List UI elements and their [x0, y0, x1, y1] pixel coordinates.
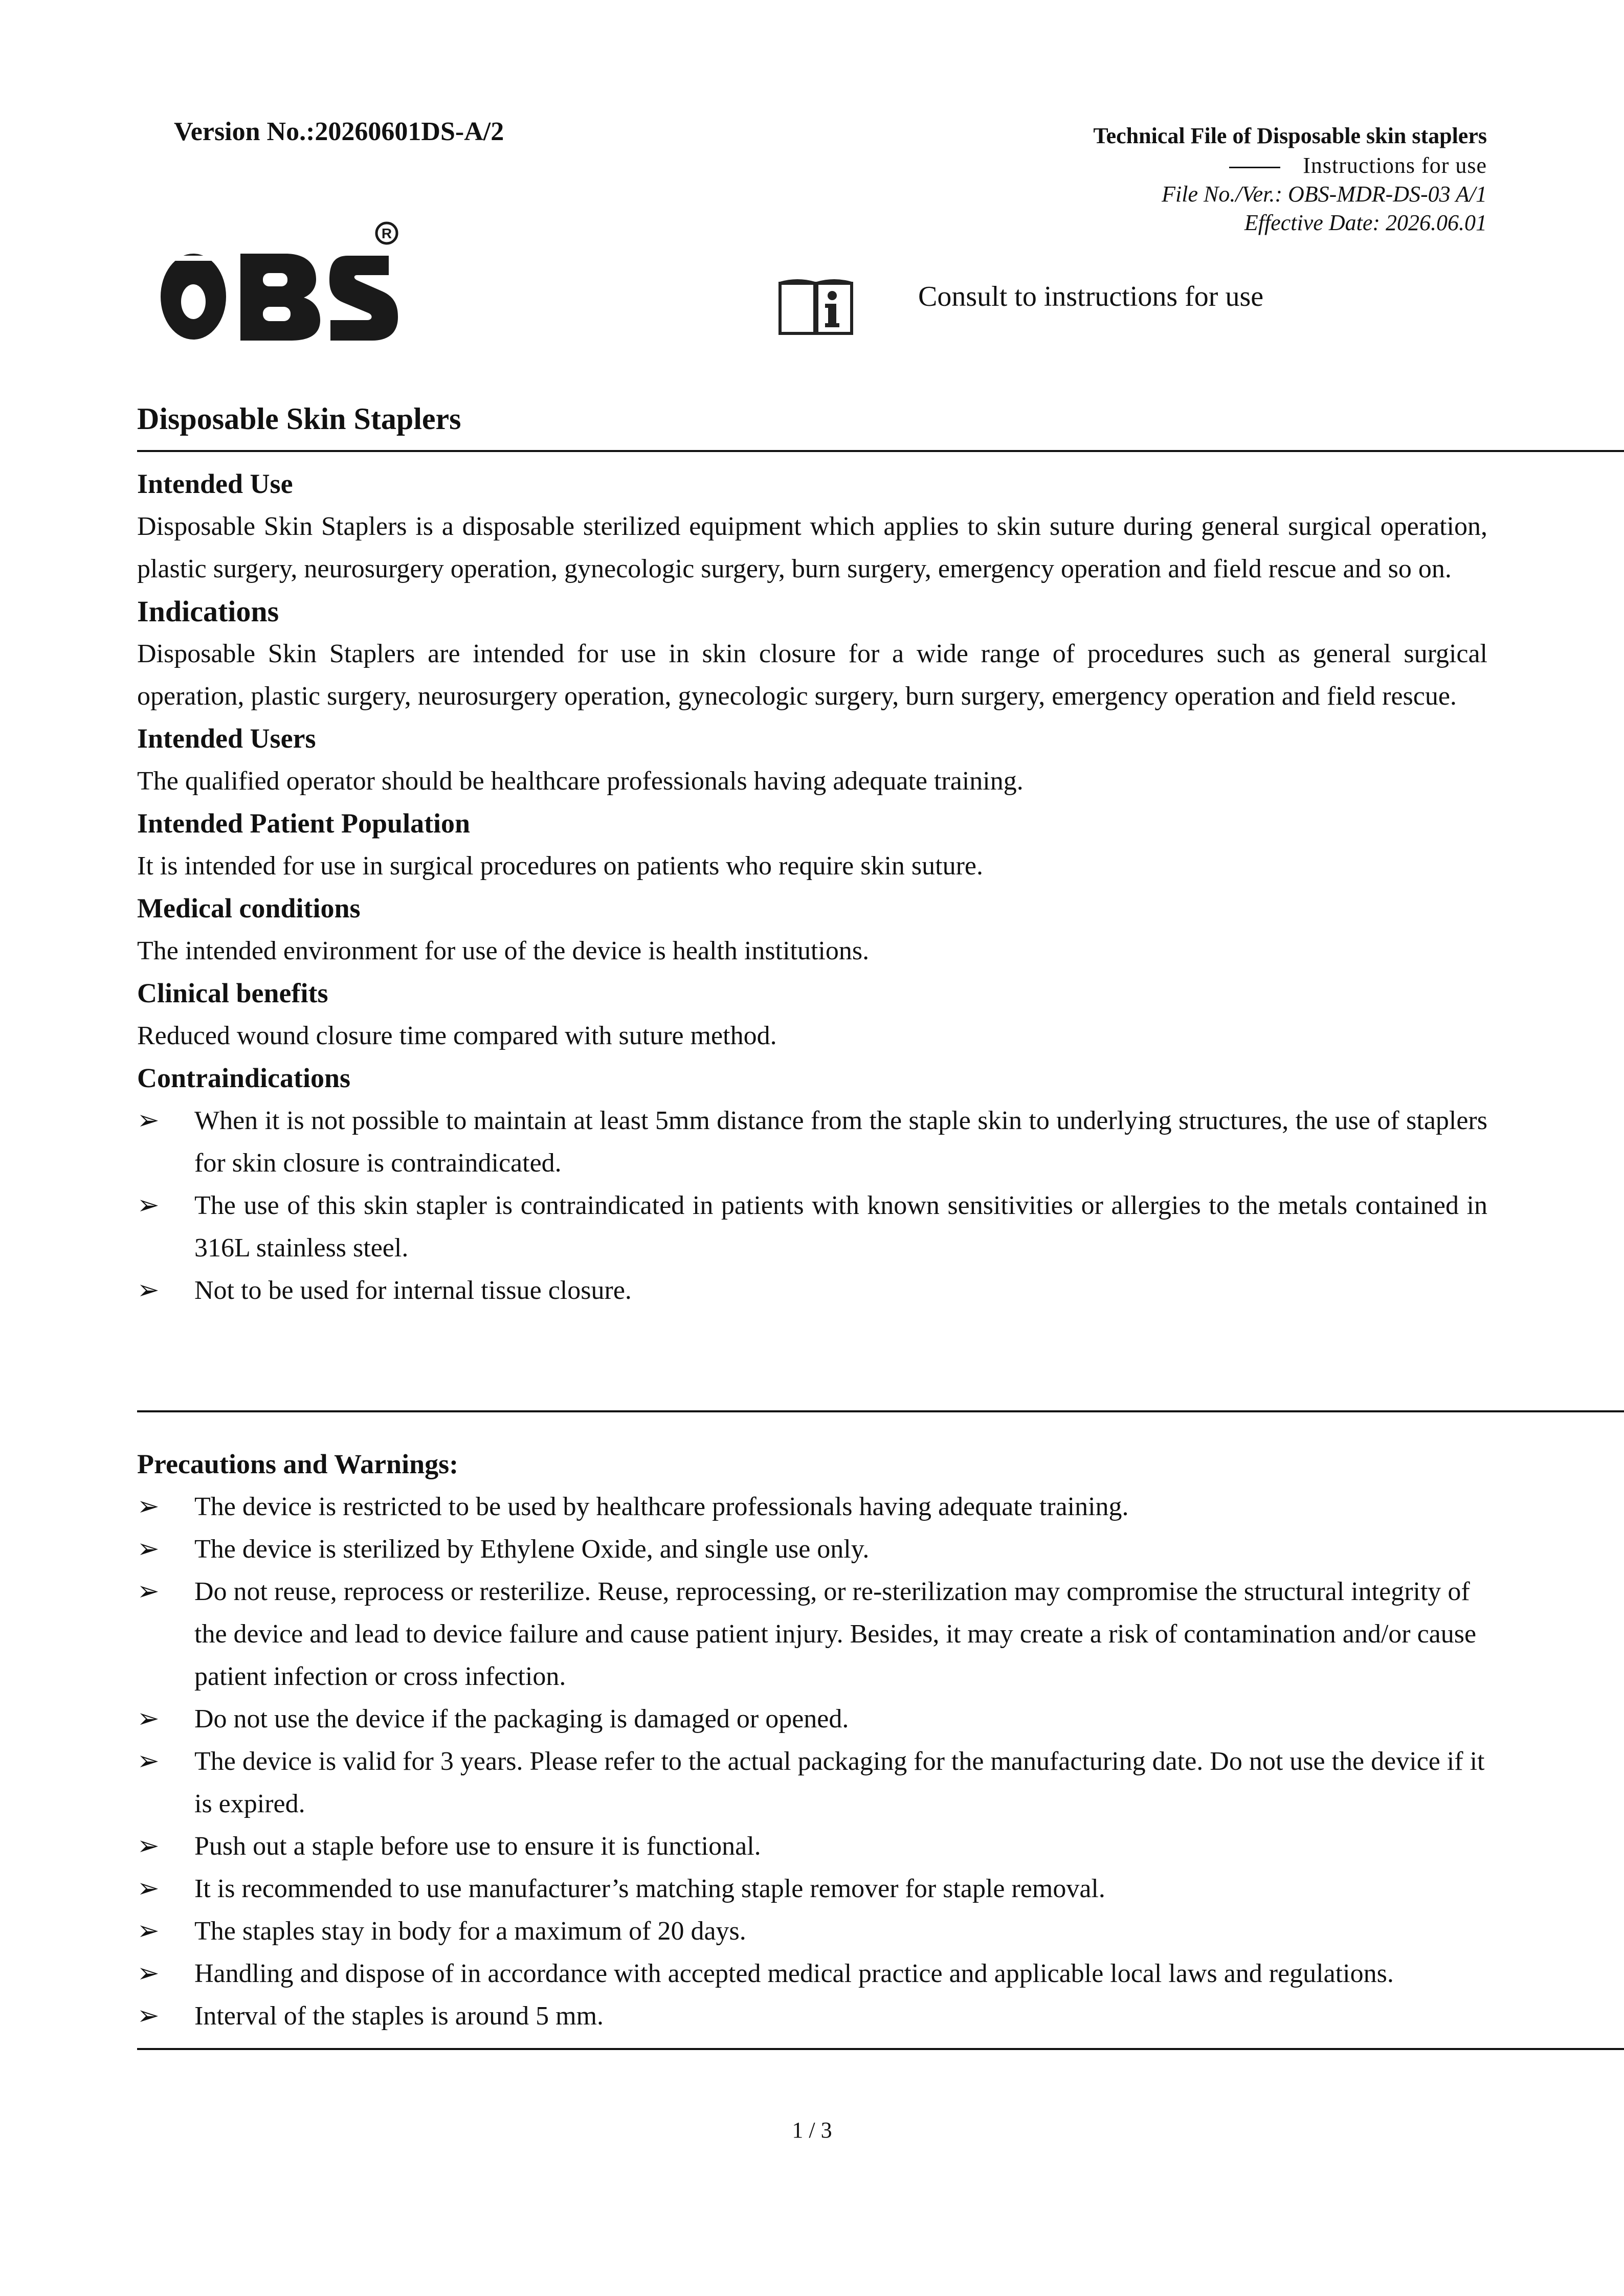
list-item	[137, 1099, 1487, 1184]
indications-text: Disposable Skin Staplers are intended for use in skin closure for a wide range of procedures such as general surgical operation, plastic surgery, neurosurgery operation, gynecologic surgery, burn surgery, emergency operation and field rescue.	[137, 639, 1487, 711]
document-title: Disposable Skin Staplers	[137, 402, 461, 436]
list-item-text: The staples stay in body for a maximum of 20 days.	[194, 1917, 746, 1946]
obs-logo	[153, 220, 409, 353]
list-item	[137, 1952, 1487, 1995]
instructions-for-use-icon	[775, 276, 857, 337]
patient-population-heading: Intended Patient Population	[137, 808, 471, 839]
bullet-arrow-icon: ➢	[137, 1917, 160, 1946]
bullet-arrow-icon: ➢	[137, 2001, 160, 2031]
list-item-text: Do not reuse, reprocess or resterilize. Reuse, reprocessing, or re-sterilization may compromise the structural integrity of the device and lead to device failure and cause patient injury. Besides, it may create a risk of contamination and/or cause patient infection or cross infection.	[194, 1577, 1477, 1691]
list-item-text: When it is not possible to maintain at least 5mm distance from the staple skin to underlying structures, the use of staplers for skin closure is contraindicated.	[194, 1106, 1487, 1178]
file-subtitle-row	[720, 151, 1487, 180]
list-item-text: Push out a staple before use to ensure it is functional.	[194, 1832, 761, 1861]
footer-divider	[137, 2048, 1624, 2050]
precautions-heading: Precautions and Warnings:	[137, 1449, 459, 1479]
list-item	[137, 1570, 1487, 1698]
intended-use-text: Disposable Skin Staplers is a disposable sterilized equipment which applies to skin suture during general surgical operation, plastic surgery, neurosurgery operation, gynecologic surgery, burn surgery, emergency operation and field rescue and so on.	[137, 512, 1487, 583]
clinical-benefits-text: Reduced wound closure time compared with suture method.	[137, 1021, 777, 1050]
file-number: File No./Ver.: OBS-MDR-DS-03 A/1	[1162, 182, 1487, 207]
list-item-text: It is recommended to use manufacturer’s matching staple remover for staple removal.	[194, 1874, 1105, 1903]
header-dash	[1229, 167, 1280, 168]
list-item	[137, 1485, 1487, 1528]
list-item-text: Not to be used for internal tissue closure.	[194, 1276, 632, 1305]
list-item	[137, 1269, 1487, 1312]
list-item	[137, 1825, 1487, 1867]
list-item	[137, 1698, 1487, 1740]
title-divider	[137, 450, 1624, 452]
bullet-arrow-icon: ➢	[137, 1747, 160, 1776]
file-header	[720, 121, 1487, 237]
intended-use-heading: Intended Use	[137, 468, 293, 499]
version-number: Version No.:20260601DS-A/2	[174, 117, 504, 146]
bullet-arrow-icon: ➢	[137, 1535, 160, 1564]
list-item-text: The device is restricted to be used by healthcare professionals having adequate training.	[194, 1492, 1129, 1521]
bullet-arrow-icon: ➢	[137, 1492, 160, 1521]
bullet-arrow-icon: ➢	[137, 1832, 160, 1861]
precautions-list	[137, 1485, 1487, 2037]
list-item-text: The use of this skin stapler is contraindicated in patients with known sensitivities or allergies to the metals contained in 316L stainless steel.	[194, 1191, 1487, 1263]
bullet-arrow-icon: ➢	[137, 1577, 160, 1606]
list-item-text: The device is valid for 3 years. Please refer to the actual packaging for the manufacturing date. Do not use the device if it is expired.	[194, 1747, 1485, 1818]
bullet-arrow-icon: ➢	[137, 1106, 160, 1135]
bullet-arrow-icon: ➢	[137, 1191, 160, 1220]
bullet-arrow-icon: ➢	[137, 1874, 160, 1903]
clinical-benefits-heading: Clinical benefits	[137, 978, 328, 1008]
medical-conditions-heading: Medical conditions	[137, 893, 361, 924]
page-number: 1 / 3	[792, 2118, 832, 2143]
effective-date: Effective Date: 2026.06.01	[1244, 210, 1487, 235]
list-item	[137, 1910, 1487, 1952]
file-subtitle: Instructions for use	[1303, 153, 1487, 178]
list-item-text: Interval of the staples is around 5 mm.	[194, 2001, 604, 2031]
list-item	[137, 1867, 1487, 1910]
list-item	[137, 1995, 1487, 2037]
svg-text:R: R	[381, 226, 392, 241]
list-item-text: Do not use the device if the packaging is damaged or opened.	[194, 1704, 849, 1734]
bullet-arrow-icon: ➢	[137, 1704, 160, 1734]
precautions-content	[137, 1443, 1487, 2037]
list-item	[137, 1740, 1487, 1825]
indications-heading: Indications	[137, 595, 279, 628]
list-item-text: The device is sterilized by Ethylene Oxide, and single use only.	[194, 1535, 870, 1564]
contraindications-heading: Contraindications	[137, 1063, 351, 1093]
medical-conditions-text: The intended environment for use of the device is health institutions.	[137, 936, 870, 965]
section-divider	[137, 1410, 1624, 1412]
intended-users-heading: Intended Users	[137, 723, 316, 754]
bullet-arrow-icon: ➢	[137, 1276, 160, 1305]
bullet-arrow-icon: ➢	[137, 1959, 160, 1988]
file-title: Technical File of Disposable skin staplers	[1093, 123, 1487, 148]
patient-population-text: It is intended for use in surgical procedures on patients who require skin suture.	[137, 851, 983, 881]
list-item-text: Handling and dispose of in accordance with accepted medical practice and applicable local laws and regulations.	[194, 1959, 1394, 1988]
ifu-caption: Consult to instructions for use	[918, 281, 1264, 312]
list-item	[137, 1528, 1487, 1570]
intended-users-text: The qualified operator should be healthcare professionals having adequate training.	[137, 767, 1024, 796]
contraindications-list	[137, 1099, 1487, 1312]
list-item	[137, 1184, 1487, 1269]
main-content	[137, 463, 1487, 1312]
